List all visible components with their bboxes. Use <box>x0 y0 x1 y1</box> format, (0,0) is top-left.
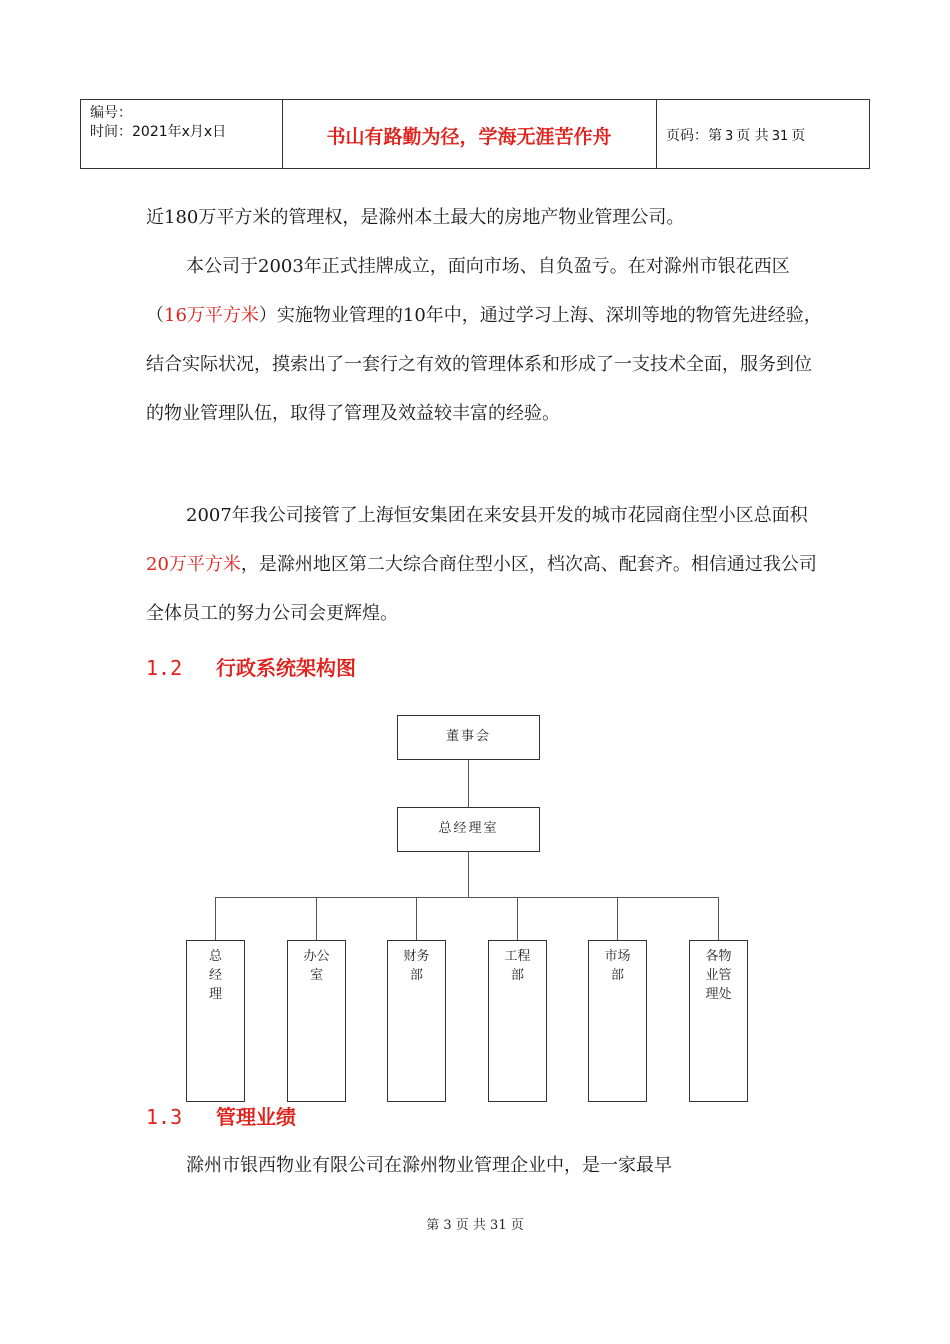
header-page-number <box>666 125 805 145</box>
paragraph-2-text-b: ）实施物业管理的10年中，通过学习上海、深圳等地的物管先进经验，结合实际状况，摸索出了一套行之有效的管理体系和形成了一支技术全面，服务到位的物业管理队伍，取得了管理及效益较丰富的经验。 <box>146 305 822 424</box>
header-divider-2 <box>656 100 657 168</box>
dept-label: 各物业管理处 <box>705 949 732 1002</box>
org-node-dept-engineering <box>488 940 547 1102</box>
paragraph-1: 近180万平方米的管理权，是滁州本土最大的房地产物业管理公司。 <box>146 207 685 228</box>
paragraph-2 <box>146 242 826 438</box>
paragraph-4: 滁州市银西物业有限公司在滁州物业管理企业中，是一家最早 <box>186 1155 672 1176</box>
paragraph-3-text-b: ，是滁州地区第二大综合商住型小区，档次高、配套齐。相信通过我公司全体员工的努力公司会更辉煌。 <box>146 554 817 624</box>
org-connector-dept-5 <box>617 897 618 940</box>
org-node-board: 董事会 <box>397 715 540 760</box>
document-header <box>80 99 870 169</box>
paragraph-2-highlight: 16万平方米 <box>164 305 259 326</box>
org-node-dept-general-manager <box>186 940 245 1102</box>
section-heading-1-2 <box>146 652 356 681</box>
org-node-dept-marketing <box>588 940 647 1102</box>
section-number: 1.2 <box>146 656 183 680</box>
org-node-dept-finance <box>387 940 446 1102</box>
header-page-mid: 页 共 <box>736 128 769 144</box>
paragraph-3-highlight: 20万平方米 <box>146 554 241 575</box>
org-connector-dept-3 <box>416 897 417 940</box>
header-page-total: 31 <box>771 129 789 144</box>
org-connector-dept-4 <box>517 897 518 940</box>
header-border-left <box>80 100 81 168</box>
org-node-dept-property-offices <box>689 940 748 1102</box>
paragraph-3 <box>146 491 826 638</box>
org-connector-bus <box>215 897 719 898</box>
header-meta <box>90 104 226 142</box>
dept-label: 总经理 <box>208 949 222 1002</box>
section-title: 行政系统架构图 <box>216 656 356 680</box>
header-page-prefix: 页码：第 <box>666 128 722 144</box>
org-connector-dept-2 <box>316 897 317 940</box>
org-connector-gm-bus <box>468 852 469 897</box>
org-connector-dept-6 <box>718 897 719 940</box>
section-heading-1-3 <box>146 1101 296 1130</box>
dept-label: 工程部 <box>504 949 531 983</box>
page-footer: 第 3 页 共 31 页 <box>426 1218 524 1233</box>
org-connector-dept-1 <box>215 897 216 940</box>
header-motto: 书山有路勤为径，学海无涯苦作舟 <box>326 126 612 148</box>
paragraph-2-text-a: 本公司于2003年正式挂牌成立，面向市场、自负盈亏。在对滁州市银花西区（ <box>146 256 790 326</box>
section-title: 管理业绩 <box>216 1105 296 1129</box>
paragraph-3-text-a: 2007年我公司接管了上海恒安集团在来安县开发的城市花园商住型小区总面积 <box>186 505 808 526</box>
org-node-dept-office <box>287 940 346 1102</box>
section-number: 1.3 <box>146 1105 183 1129</box>
dept-label: 办公室 <box>303 949 330 983</box>
header-number-label: 编号： <box>90 105 132 121</box>
header-page-suffix: 页 <box>791 128 806 144</box>
dept-label: 财务部 <box>403 949 430 983</box>
org-node-gm-office: 总经理室 <box>397 807 540 852</box>
org-connector-board-gm <box>468 760 469 807</box>
header-page-current: 3 <box>725 129 734 144</box>
dept-label: 市场部 <box>604 949 631 983</box>
header-border-right <box>869 100 870 168</box>
header-date: 时间：2021年x月x日 <box>90 124 227 140</box>
